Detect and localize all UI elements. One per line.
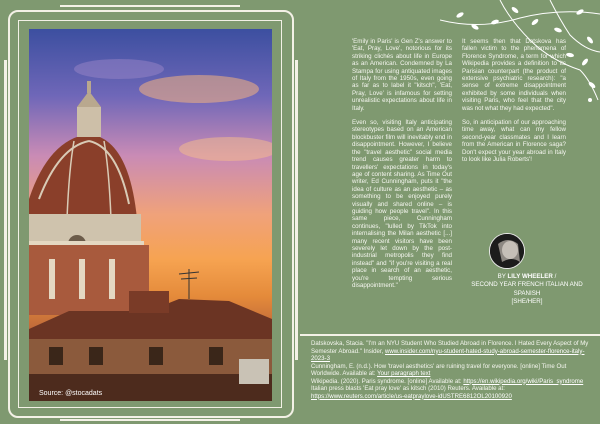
photo-source-caption: Source: @stocadats xyxy=(39,390,103,397)
author-avatar xyxy=(489,233,525,269)
article-column-left xyxy=(352,38,452,296)
reference-link[interactable]: https://en.wikipedia.org/wiki/Paris_syndrome xyxy=(463,377,584,385)
article-column-right xyxy=(462,38,566,171)
frame-bar-bottom xyxy=(60,419,240,421)
article-paragraph: Even so, visiting Italy anticipating stereotypes based on an American blockbuster film will inevitably end in disappointment. However, I believe the "travel aesthetic" social media trend causes greater harm to travellers' expectations in today's age of content sharing. As Time Out writer, Ed Cunningham, puts it "the idea of culture as an aesthetic – as something to be enjoyed purely visually and shared online – is guiding how people travel". In this same piece, Cunningham continues, "lulled by TikTok into internalising the Milan aesthetic [...] many recent visitors have been severely let down by the post-industrial metropolis they find instead" and "if you're visiting a real place in search of an aesthetic, you're tempting serious disappointment." xyxy=(352,119,452,289)
reference-link[interactable]: www.insider.com/nyu-student-hated-study-abroad-semester-florence-italy-2023-3 xyxy=(311,347,585,362)
reference-text: Datskovska, Stacia. "I'm an NYU Student Who Studied Abroad in Florence. I Hated Every Aspect of My Semester Abroad." Insider, xyxy=(311,340,589,355)
article-paragraph: So, in anticipation of our approaching time away, what can my fellow second-year classmates and I learn from the American in Florence saga? Don't expect your year abroad in Italy to look like Julia Roberts'! xyxy=(462,119,566,164)
author-name: LILY WHEELER xyxy=(507,273,553,280)
frame-bar-right xyxy=(295,60,298,360)
reference-item xyxy=(311,378,597,386)
duomo-skyline-illustration xyxy=(29,29,272,401)
references-section xyxy=(311,340,597,400)
reference-item xyxy=(311,385,597,400)
author-byline xyxy=(462,273,592,307)
reference-item xyxy=(311,340,597,363)
article-paragraph: 'Emily in Paris' is Gen Z's answer to 'Eat, Pray, Love', notorious for its striking clichés about life in Europe as an American. Condemned by La Stampa for using antiquated images of Italy from the 1950s, even going as far as to label it "kitsch", 'Eat, Pray, Love' is infamous for setting unrealistic expectations about life in Italy. xyxy=(352,38,452,112)
author-portrait-icon xyxy=(490,234,525,269)
frame-bar-top xyxy=(60,5,240,7)
reference-text: Cunningham, E. (n.d.). How 'travel aesthetics' are ruining travel for everyone. [online] Time Out Worldwide. Available at: xyxy=(311,362,567,377)
florence-duomo-photo xyxy=(29,29,272,401)
article-paragraph: It seems then that Datskova has fallen victim to the phenomena of Florence Syndrome, a term for which Wikipedia provides a definition to its Parisian counterpart (the product of extensive psychiatric research): "a sense of extreme disappointment exhibited by some individuals when visiting Paris, who feel that the city was not what they had expected". xyxy=(462,38,566,112)
reference-link[interactable]: Your paragraph text xyxy=(377,370,431,377)
byline-suffix: / xyxy=(554,273,557,280)
author-pronouns: [SHE/HER] xyxy=(511,298,543,306)
reference-text: Italian press blasts 'Eat pray love' as kitsch (2010) Reuters. Available at: xyxy=(311,385,505,392)
references-divider xyxy=(300,334,600,336)
reference-link[interactable]: https://www.reuters.com/article/us-eatpraylove-idUSTRE6812OL20100920 xyxy=(311,392,512,400)
byline-prefix: BY xyxy=(497,273,506,280)
reference-item xyxy=(311,363,597,378)
reference-text: Wikipedia. (2020). Paris syndrome. [online] Available at: xyxy=(311,377,462,385)
author-role: SECOND YEAR FRENCH ITALIAN AND SPANISH xyxy=(471,281,583,297)
frame-bar-left xyxy=(4,60,7,360)
